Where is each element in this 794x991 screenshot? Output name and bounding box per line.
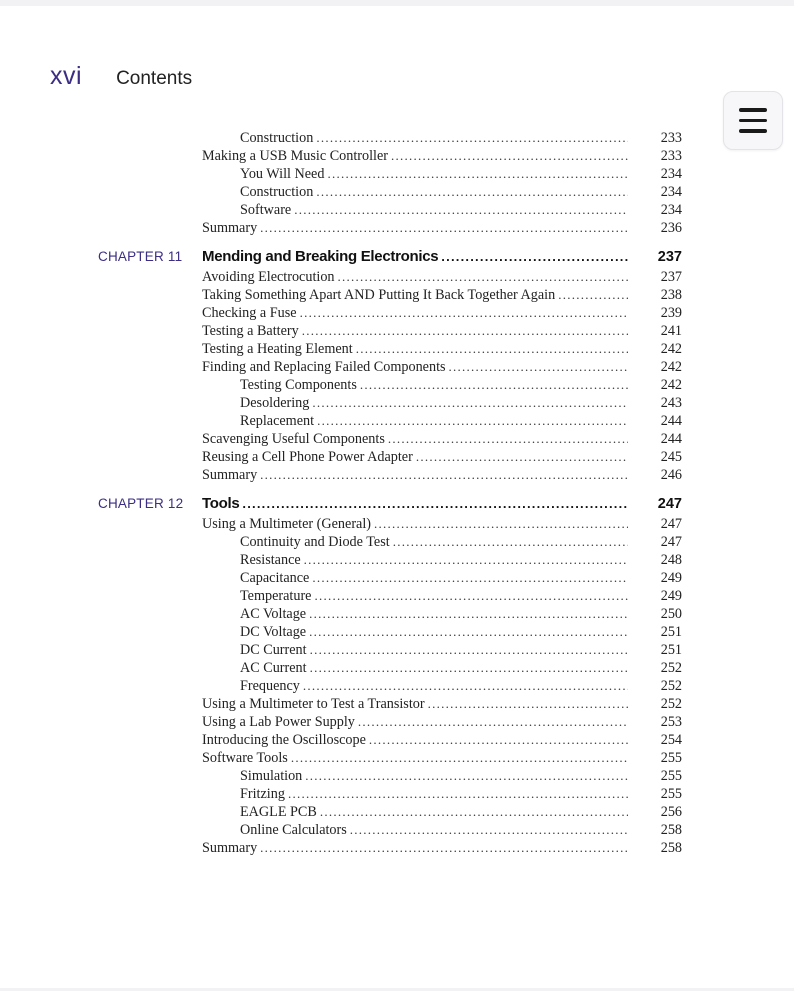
- hamburger-menu-icon: [739, 129, 767, 133]
- toc-entry[interactable]: [202, 340, 682, 358]
- toc-entry-page: 234: [660, 202, 682, 218]
- dot-leader: [242, 496, 628, 511]
- dot-leader: [369, 731, 628, 749]
- toc-entry-page: 251: [660, 642, 682, 658]
- toc-entry-page: 244: [660, 431, 682, 447]
- dot-leader: [260, 839, 628, 857]
- toc-entry-page: 246: [660, 467, 682, 483]
- toc-entry-title: Taking Something Apart AND Putting It Back Together Again: [202, 287, 556, 303]
- toc-entry[interactable]: [240, 767, 682, 785]
- toc-entry[interactable]: [240, 803, 682, 821]
- dot-leader: [302, 322, 628, 340]
- toc-entry[interactable]: [202, 286, 682, 304]
- toc-entry-title: Checking a Fuse: [202, 305, 297, 321]
- toc-entry-page: 252: [660, 696, 682, 712]
- toc-entry-page: 253: [660, 714, 682, 730]
- toc-entry-title: Testing a Battery: [202, 323, 299, 339]
- menu-button[interactable]: [723, 91, 783, 150]
- dot-leader: [338, 268, 628, 286]
- dot-leader: [305, 767, 628, 785]
- toc-entry[interactable]: [240, 605, 682, 623]
- hamburger-menu-icon: [739, 119, 767, 123]
- dot-leader: [558, 286, 628, 304]
- dot-leader: [300, 304, 628, 322]
- toc-entry[interactable]: [240, 569, 682, 587]
- toc-entry[interactable]: [240, 394, 682, 412]
- toc-entry-page: 243: [660, 395, 682, 411]
- toc-entry[interactable]: [240, 659, 682, 677]
- toc-entry-page: 233: [660, 148, 682, 164]
- toc-entry-title: Scavenging Useful Components: [202, 431, 385, 447]
- toc-entry-page: 247: [660, 534, 682, 550]
- dot-leader: [316, 183, 628, 201]
- toc-entry-page: 234: [660, 166, 682, 182]
- toc-entry[interactable]: [202, 304, 682, 322]
- dot-leader: [358, 713, 628, 731]
- toc-entry-title: Frequency: [240, 678, 300, 694]
- toc-entry-title: Introducing the Oscilloscope: [202, 732, 366, 748]
- toc-entry-title: Simulation: [240, 768, 303, 784]
- chapter-page: 247: [657, 496, 682, 512]
- dot-leader: [314, 587, 628, 605]
- dot-leader: [449, 358, 628, 376]
- toc-entry[interactable]: [240, 677, 682, 695]
- dot-leader: [291, 749, 628, 767]
- toc-entry-title: Construction: [240, 184, 314, 200]
- dot-leader: [310, 659, 628, 677]
- toc-entry-page: 241: [660, 323, 682, 339]
- toc-entry-page: 248: [660, 552, 682, 568]
- toc-entry-page: 247: [660, 516, 682, 532]
- toc-entry[interactable]: [240, 165, 682, 183]
- dot-leader: [312, 569, 628, 587]
- dot-leader: [441, 249, 628, 264]
- toc-entry[interactable]: [240, 641, 682, 659]
- dot-leader: [309, 623, 628, 641]
- top-band: [0, 0, 794, 6]
- toc-entry[interactable]: [202, 749, 682, 767]
- dot-leader: [288, 785, 628, 803]
- toc-entry[interactable]: [202, 322, 682, 340]
- toc-entry-title: EAGLE PCB: [240, 804, 317, 820]
- toc-entry-title: Replacement: [240, 413, 315, 429]
- toc-entry[interactable]: [240, 376, 682, 394]
- toc-entry[interactable]: [240, 785, 682, 803]
- toc-entry-title: Summary: [202, 840, 258, 856]
- toc-entry-title: Fritzing: [240, 786, 285, 802]
- toc-entry-page: 255: [660, 750, 682, 766]
- toc-entry-title: Software Tools: [202, 750, 288, 766]
- toc-entry-title: Reusing a Cell Phone Power Adapter: [202, 449, 413, 465]
- dot-leader: [356, 340, 628, 358]
- dot-leader: [317, 412, 628, 430]
- toc-entry[interactable]: [202, 695, 682, 713]
- toc-entry-title: Resistance: [240, 552, 301, 568]
- toc-entry-page: 242: [660, 377, 682, 393]
- chapter-12-heading[interactable]: [98, 495, 682, 515]
- toc-entry-page: 238: [660, 287, 682, 303]
- toc-entry[interactable]: [240, 412, 682, 430]
- toc-entry[interactable]: [240, 533, 682, 551]
- toc-entry[interactable]: [240, 129, 682, 147]
- dot-leader: [360, 376, 628, 394]
- toc-entry-title: Desoldering: [240, 395, 310, 411]
- toc-entry[interactable]: [202, 358, 682, 376]
- dot-leader: [350, 821, 628, 839]
- toc-entry-page: 249: [660, 588, 682, 604]
- dot-leader: [428, 695, 628, 713]
- toc-entry-page: 258: [660, 840, 682, 856]
- toc-entry-title: Making a USB Music Controller: [202, 148, 389, 164]
- toc-entry-title: Avoiding Electrocution: [202, 269, 335, 285]
- page-number: xvi: [50, 62, 83, 90]
- toc-entry-page: 239: [660, 305, 682, 321]
- dot-leader: [374, 515, 628, 533]
- toc-entry[interactable]: [202, 515, 682, 533]
- chapter-11-heading[interactable]: [98, 248, 682, 268]
- toc-entry-page: 255: [660, 786, 682, 802]
- toc-entry[interactable]: [240, 551, 682, 569]
- toc-entry[interactable]: [202, 430, 682, 448]
- chapter-label: CHAPTER 11: [98, 249, 183, 264]
- toc-entry-page: 256: [660, 804, 682, 820]
- toc-entry[interactable]: [202, 466, 682, 484]
- toc-entry[interactable]: [202, 219, 682, 237]
- toc-entry-title: Summary: [202, 467, 258, 483]
- dot-leader: [393, 533, 628, 551]
- toc-entry-title: Online Calculators: [240, 822, 347, 838]
- toc-entry-page: 242: [660, 341, 682, 357]
- dot-leader: [303, 677, 628, 695]
- toc-entry-title: Using a Multimeter to Test a Transistor: [202, 696, 425, 712]
- toc-entry[interactable]: [202, 448, 682, 466]
- toc-entry-page: 254: [660, 732, 682, 748]
- dot-leader: [416, 448, 628, 466]
- dot-leader: [294, 201, 628, 219]
- dot-leader: [310, 641, 628, 659]
- toc-entry-page: 244: [660, 413, 682, 429]
- toc-entry-page: 234: [660, 184, 682, 200]
- chapter-title: Tools: [202, 495, 240, 512]
- toc-entry-page: 242: [660, 359, 682, 375]
- toc-entry-title: Using a Lab Power Supply: [202, 714, 355, 730]
- toc-entry[interactable]: [240, 623, 682, 641]
- toc-entry-title: Continuity and Diode Test: [240, 534, 390, 550]
- toc-entry[interactable]: [240, 587, 682, 605]
- toc-entry-page: 250: [660, 606, 682, 622]
- dot-leader: [388, 430, 628, 448]
- dot-leader: [260, 219, 628, 237]
- toc-entry-page: 237: [660, 269, 682, 285]
- toc-entry-title: Capacitance: [240, 570, 310, 586]
- toc-entry-title: Using a Multimeter (General): [202, 516, 372, 532]
- toc-entry-page: 252: [660, 678, 682, 694]
- toc-entry[interactable]: [202, 268, 682, 286]
- toc-entry-page: 251: [660, 624, 682, 640]
- page-header: [50, 62, 192, 94]
- chapter-label: CHAPTER 12: [98, 496, 184, 511]
- toc-entry-page: 245: [660, 449, 682, 465]
- dot-leader: [309, 605, 628, 623]
- dot-leader: [327, 165, 628, 183]
- toc-entry-page: 233: [660, 130, 682, 146]
- toc-entry[interactable]: [240, 821, 682, 839]
- dot-leader: [312, 394, 628, 412]
- toc-entry-page: 255: [660, 768, 682, 784]
- toc-entry-title: Temperature: [240, 588, 312, 604]
- dot-leader: [304, 551, 628, 569]
- toc-entry-title: Summary: [202, 220, 258, 236]
- toc-entry[interactable]: [202, 839, 682, 857]
- hamburger-menu-icon: [739, 108, 767, 112]
- toc-entry-page: 258: [660, 822, 682, 838]
- chapter-page: 237: [657, 249, 682, 265]
- toc-entry-title: Finding and Replacing Failed Components: [202, 359, 446, 375]
- toc-entry[interactable]: [202, 147, 682, 165]
- dot-leader: [391, 147, 628, 165]
- toc-entry-title: You Will Need: [240, 166, 325, 182]
- toc-entry-page: 249: [660, 570, 682, 586]
- toc-entry[interactable]: [240, 201, 682, 219]
- toc-entry-title: DC Voltage: [240, 624, 307, 640]
- toc-entry-title: AC Voltage: [240, 606, 307, 622]
- dot-leader: [260, 466, 628, 484]
- toc-entry-title: DC Current: [240, 642, 307, 658]
- toc-entry[interactable]: [202, 713, 682, 731]
- toc-entry-title: Construction: [240, 130, 314, 146]
- running-head: Contents: [116, 68, 193, 89]
- dot-leader: [316, 129, 628, 147]
- chapter-title: Mending and Breaking Electronics: [202, 248, 439, 265]
- toc-entry[interactable]: [202, 731, 682, 749]
- toc-entry-title: Software: [240, 202, 292, 218]
- toc-entry-title: Testing a Heating Element: [202, 341, 353, 357]
- toc-entry-page: 252: [660, 660, 682, 676]
- toc-entry[interactable]: [240, 183, 682, 201]
- toc-entry-page: 236: [660, 220, 682, 236]
- toc-entry-title: Testing Components: [240, 377, 357, 393]
- toc-entry-title: AC Current: [240, 660, 307, 676]
- dot-leader: [320, 803, 628, 821]
